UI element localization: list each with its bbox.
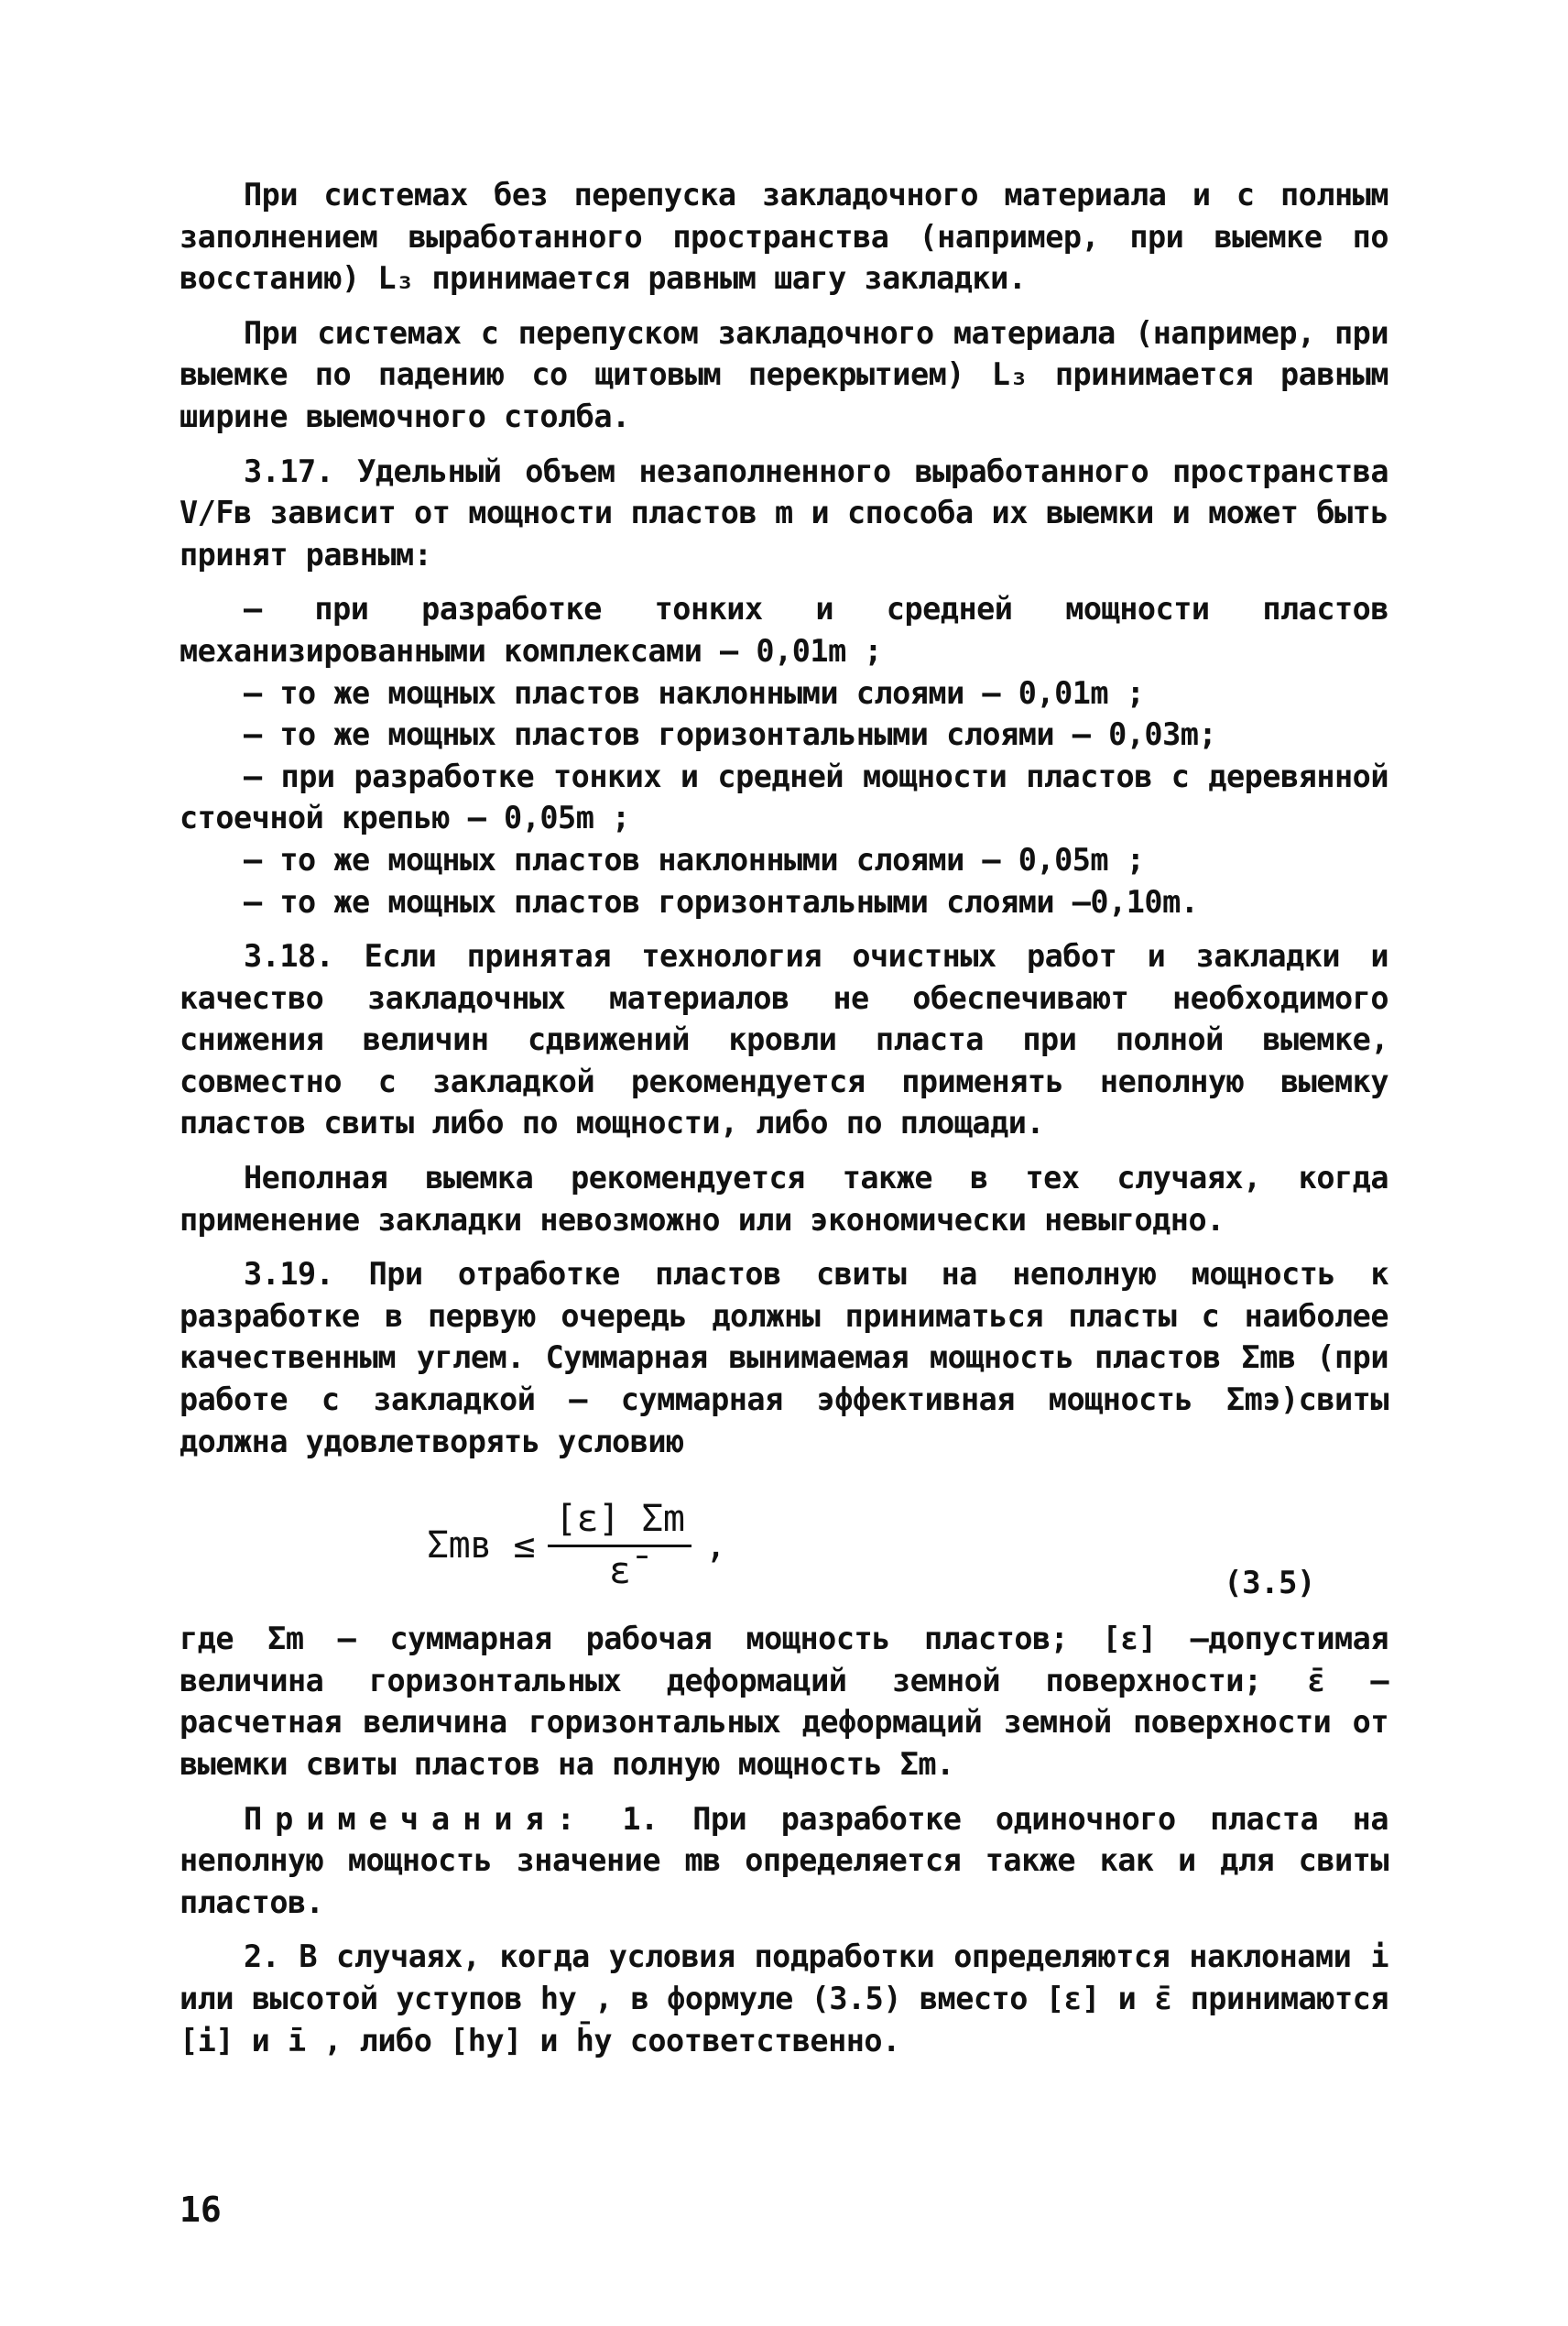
formula-expression — [427, 1499, 726, 1592]
formula-lhs: Σmв ≤ — [427, 1523, 535, 1567]
note-1-text: 1. При разработке одиночного пласта на неполную мощность значение mв определяется также как и для свиты пластов. — [180, 1800, 1388, 1920]
formula-number: (3.5) — [1224, 1565, 1315, 1602]
list-item: – то же мощных пластов наклонными слоями – 0,01m ; — [244, 674, 1145, 711]
list-item: – то же мощных пластов наклонными слоями – 0,05m ; — [244, 841, 1145, 878]
body-text — [180, 174, 1388, 2074]
paragraph-definitions: где Σm – суммарная рабочая мощность пластов; [ε] –допустимая величина горизонтальных деформаций земной поверхности; ε̄ – расчетная величина горизонтальных деформаций земной поверхности от выемки свиты пластов на полную мощность Σm. — [180, 1621, 1388, 1782]
paragraph-3-19: 3.19. При отработке пластов свиты на неполную мощность к разработке в первую очередь должны приниматься пласты с наиболее качественным углем. Суммарная вынимаемая мощность пластов Σmв (при работе с закладкой – суммарная эффективная мощность Σmэ)свиты должна удовлетворять условию — [180, 1256, 1388, 1459]
list-item: – при разработке тонких и средней мощности пластов механизированными комплексами – 0,01m ; — [180, 591, 1388, 669]
paragraph-3-18: 3.18. Если принятая технология очистных работ и закладки и качество закладочных материалов не обеспечивают необходимого снижения величин сдвижений кровли пласта при полной выемке, совместно с закладкой рекомендуется применять неполную выемку пластов свиты либо по мощности, либо по площади. — [180, 938, 1388, 1141]
paragraph-1: При системах без перепуска закладочного материала и с полным заполнением выработанного пространства (например, при выемке по восстанию) L₃ принимается равным шагу закладки. — [180, 177, 1388, 297]
list-item: – то же мощных пластов горизонтальными слоями – 0,03m; — [244, 716, 1217, 753]
note-label: Примечания: — [244, 1800, 588, 1837]
formula-fraction — [548, 1499, 692, 1592]
list-item: – то же мощных пластов горизонтальными слоями –0,10m. — [244, 883, 1199, 920]
formula-trail: , — [704, 1523, 727, 1567]
list-item: – при разработке тонких и средней мощности пластов с деревянной стоечной крепью – 0,05m ; — [180, 758, 1388, 836]
formula-numerator: [ε] Σm — [548, 1499, 692, 1547]
page-number: 16 — [180, 2189, 222, 2230]
paragraph-partial-extraction: Неполная выемка рекомендуется также в тех случаях, когда применение закладки невозможно или экономически невыгодно. — [180, 1160, 1388, 1238]
note-2: 2. В случаях, когда условия подработки определяются наклонами i или высотой уступов hу , в формуле (3.5) вместо [ε] и ε̄ принимаются [i] и ī , либо [hу] и h̄у соответственно. — [180, 1938, 1388, 2058]
paragraph-2: При системах с перепуском закладочного материала (например, при выемке по падению со щитовым перекрытием) L₃ принимается равным ширине выемочного столба. — [180, 314, 1388, 434]
formula-3-5 — [180, 1475, 1388, 1612]
formula-denominator: ε̄ — [608, 1549, 631, 1592]
note-1 — [180, 1798, 1388, 1924]
paragraph-3-17: 3.17. Удельный объем незаполненного выработанного пространства V/Fв зависит от мощности пластов m и способа их выемки и может быть принят равным: — [180, 453, 1388, 573]
